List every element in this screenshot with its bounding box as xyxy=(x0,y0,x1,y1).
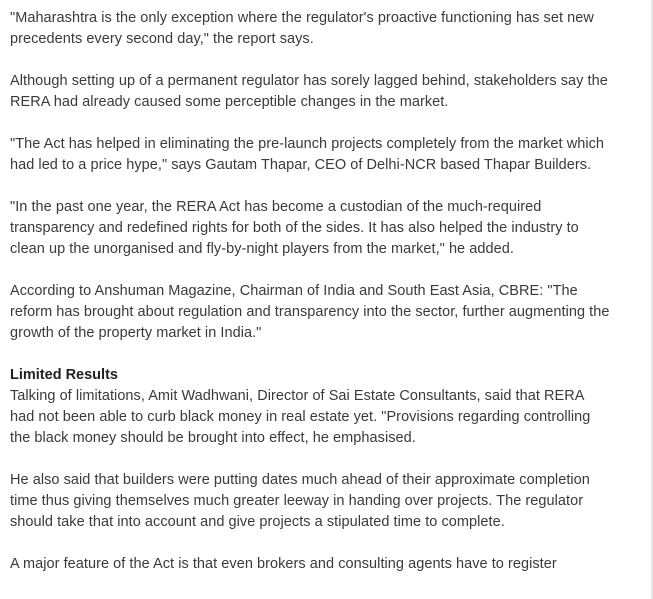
paragraph-amit-wadhwani-limitations: Talking of limitations, Amit Wadhwani, Director of Sai Estate Consultants, said that RERA had not been able to curb black money in real estate yet. "Provisions regarding controlling the black money should be brought into effect, he emphasised. xyxy=(10,388,591,446)
paragraph-permanent-regulator: Although setting up of a permanent regulator has sorely lagged behind, stakeholders say the RERA had already caused some perceptible changes in the market. xyxy=(10,73,608,110)
article-body xyxy=(10,8,610,575)
paragraph-brokers-register: A major feature of the Act is that even brokers and consulting agents have to register xyxy=(10,556,557,572)
paragraph-spacer xyxy=(10,449,610,470)
paragraph-spacer xyxy=(10,533,610,554)
paragraph-spacer xyxy=(10,176,610,197)
paragraph-builders-dates: He also said that builders were putting dates much ahead of their approximate completion time thus giving themselves much greater leeway in handing over projects. The regulator should take that into account and give projects a stipulated time to complete. xyxy=(10,472,590,530)
paragraph-spacer xyxy=(10,50,610,71)
paragraph-gautam-thapar-quote: "The Act has helped in eliminating the pre-launch projects completely from the market which had led to a price hype," says Gautam Thapar, CEO of Delhi-NCR based Thapar Builders. xyxy=(10,136,605,173)
paragraph-spacer xyxy=(10,344,610,365)
subheading-limited-results: Limited Results xyxy=(10,367,118,383)
paragraph-custodian-quote: "In the past one year, the RERA Act has become a custodian of the much-required transparency and redefined rights for both of the sides. It has also helped the industry to clean up the unorganised and fly-by-night players from the market," he added. xyxy=(10,199,579,257)
paragraph-spacer xyxy=(10,113,610,134)
paragraph-spacer xyxy=(10,260,610,281)
paragraph-anshuman-magazine-quote: According to Anshuman Magazine, Chairman of India and South East Asia, CBRE: "The reform has brought about regulation and transparency into the sector, further augmenting the growth of the property market in India." xyxy=(10,283,610,341)
paragraph-maharashtra-exception: "Maharashtra is the only exception where the regulator's proactive functioning has set new precedents every second day," the report says. xyxy=(10,10,594,47)
